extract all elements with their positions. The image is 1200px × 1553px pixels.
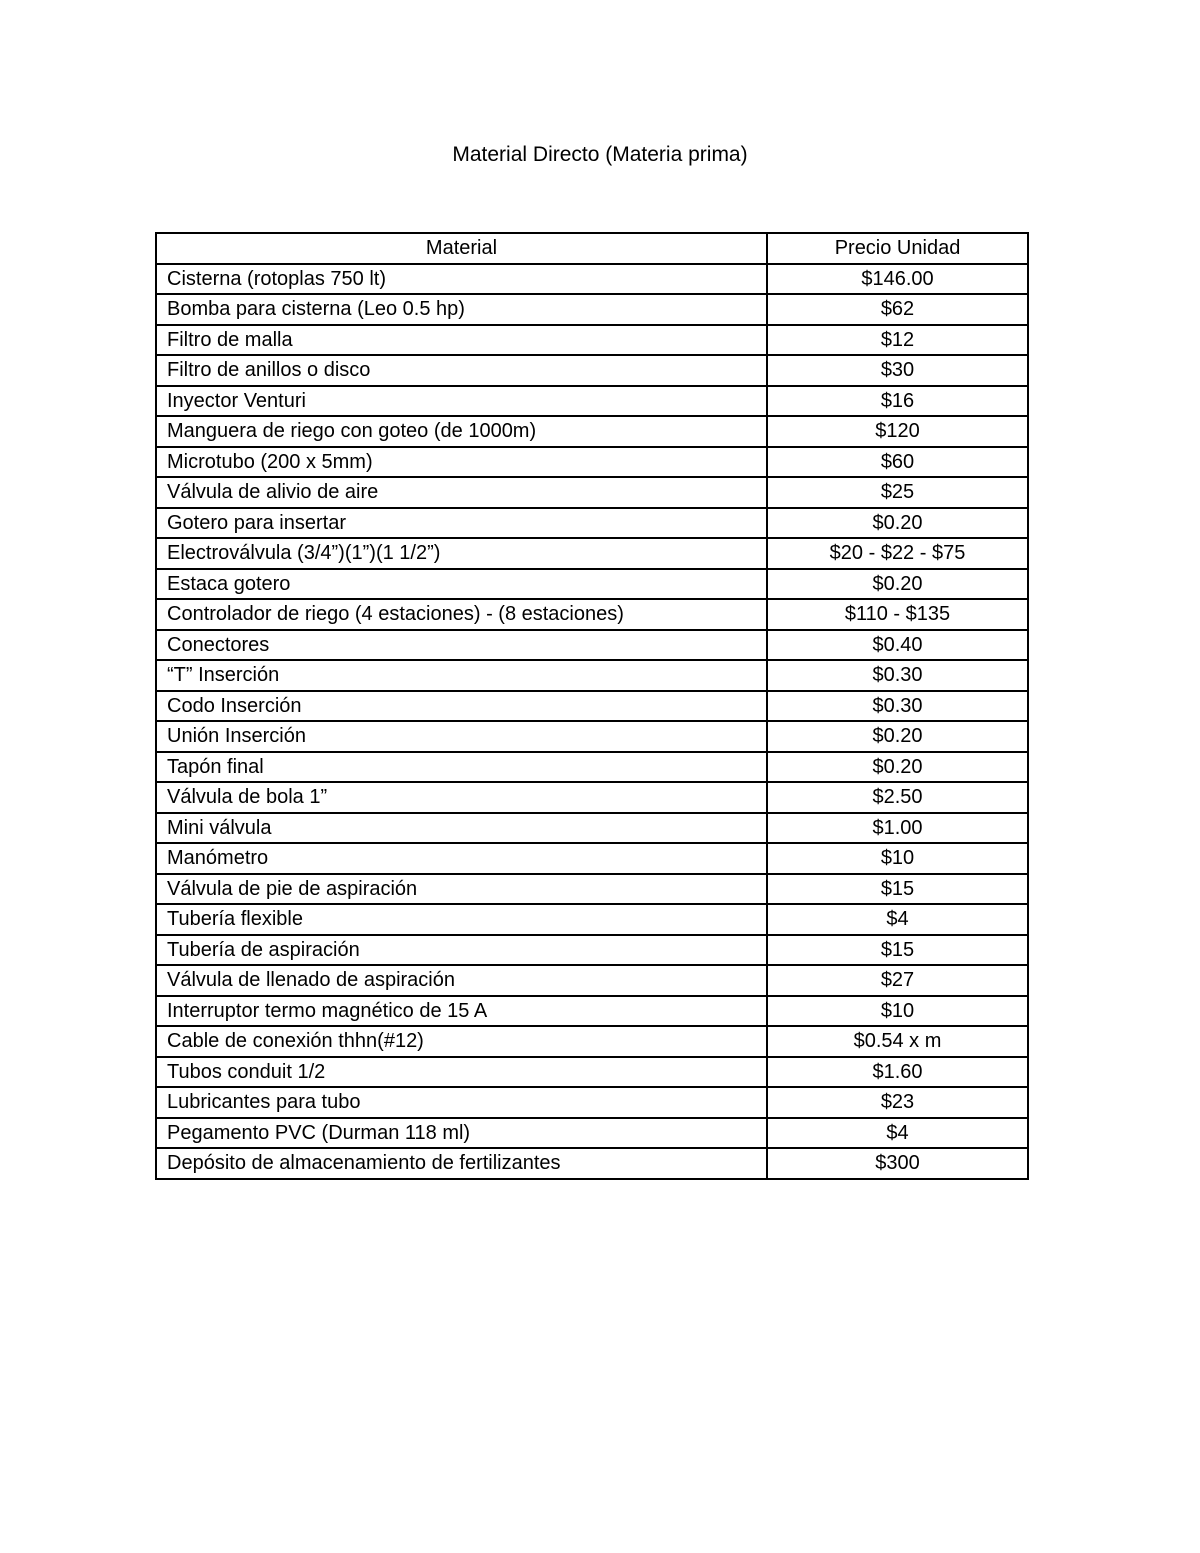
table-row	[156, 996, 1028, 1027]
table-row	[156, 386, 1028, 417]
table-row	[156, 1057, 1028, 1088]
table-row	[156, 355, 1028, 386]
table-row	[156, 904, 1028, 935]
price-cell: $300	[767, 1148, 1028, 1179]
price-cell: $1.00	[767, 813, 1028, 844]
table-row	[156, 538, 1028, 569]
table-row	[156, 874, 1028, 905]
price-cell: $0.20	[767, 721, 1028, 752]
table-row	[156, 813, 1028, 844]
material-cell: Conectores	[156, 630, 767, 661]
material-cell: Válvula de alivio de aire	[156, 477, 767, 508]
material-cell: Filtro de malla	[156, 325, 767, 356]
material-cell: Microtubo (200 x 5mm)	[156, 447, 767, 478]
table-row	[156, 477, 1028, 508]
table-row	[156, 965, 1028, 996]
material-cell: Pegamento PVC (Durman 118 ml)	[156, 1118, 767, 1149]
table-row	[156, 660, 1028, 691]
price-cell: $23	[767, 1087, 1028, 1118]
material-cell: Electroválvula (3/4”)(1”)(1 1/2”)	[156, 538, 767, 569]
table-row	[156, 416, 1028, 447]
price-cell: $16	[767, 386, 1028, 417]
price-cell: $30	[767, 355, 1028, 386]
material-cell: Cisterna (rotoplas 750 lt)	[156, 264, 767, 295]
material-cell: Mini válvula	[156, 813, 767, 844]
header-material: Material	[156, 233, 767, 264]
price-cell: $0.20	[767, 508, 1028, 539]
table-row	[156, 1148, 1028, 1179]
price-cell: $10	[767, 843, 1028, 874]
material-cell: Válvula de pie de aspiración	[156, 874, 767, 905]
material-cell: Manómetro	[156, 843, 767, 874]
material-cell: Tapón final	[156, 752, 767, 783]
price-cell: $15	[767, 874, 1028, 905]
table-row	[156, 1026, 1028, 1057]
table-row	[156, 721, 1028, 752]
table-row	[156, 630, 1028, 661]
price-cell: $60	[767, 447, 1028, 478]
price-cell: $1.60	[767, 1057, 1028, 1088]
material-cell: Controlador de riego (4 estaciones) - (8 estaciones)	[156, 599, 767, 630]
material-cell: Lubricantes para tubo	[156, 1087, 767, 1118]
header-unit-price: Precio Unidad	[767, 233, 1028, 264]
price-cell: $4	[767, 1118, 1028, 1149]
materials-table	[155, 232, 1029, 1180]
material-cell: Filtro de anillos o disco	[156, 355, 767, 386]
price-cell: $12	[767, 325, 1028, 356]
price-cell: $62	[767, 294, 1028, 325]
table-header-row	[156, 233, 1028, 264]
price-cell: $10	[767, 996, 1028, 1027]
table-row	[156, 843, 1028, 874]
material-cell: Depósito de almacenamiento de fertilizantes	[156, 1148, 767, 1179]
price-cell: $27	[767, 965, 1028, 996]
material-cell: Tubería flexible	[156, 904, 767, 935]
page-title: Material Directo (Materia prima)	[452, 143, 748, 166]
price-cell: $120	[767, 416, 1028, 447]
material-cell: Válvula de llenado de aspiración	[156, 965, 767, 996]
price-cell: $0.30	[767, 691, 1028, 722]
material-cell: Estaca gotero	[156, 569, 767, 600]
price-cell: $110 - $135	[767, 599, 1028, 630]
material-cell: Tubos conduit 1/2	[156, 1057, 767, 1088]
price-cell: $0.54 x m	[767, 1026, 1028, 1057]
material-cell: Unión Inserción	[156, 721, 767, 752]
material-cell: Cable de conexión thhn(#12)	[156, 1026, 767, 1057]
table-row	[156, 1118, 1028, 1149]
material-cell: Válvula de bola 1”	[156, 782, 767, 813]
material-cell: Inyector Venturi	[156, 386, 767, 417]
material-cell: “T” Inserción	[156, 660, 767, 691]
price-cell: $2.50	[767, 782, 1028, 813]
price-cell: $20 - $22 - $75	[767, 538, 1028, 569]
price-cell: $15	[767, 935, 1028, 966]
table-row	[156, 325, 1028, 356]
price-cell: $0.20	[767, 752, 1028, 783]
material-cell: Gotero para insertar	[156, 508, 767, 539]
table-row	[156, 447, 1028, 478]
price-cell: $0.20	[767, 569, 1028, 600]
table-row	[156, 569, 1028, 600]
table-row	[156, 264, 1028, 295]
material-cell: Manguera de riego con goteo (de 1000m)	[156, 416, 767, 447]
table-row	[156, 782, 1028, 813]
table-row	[156, 752, 1028, 783]
material-cell: Tubería de aspiración	[156, 935, 767, 966]
table-row	[156, 508, 1028, 539]
table-body	[156, 264, 1028, 1179]
material-cell: Bomba para cisterna (Leo 0.5 hp)	[156, 294, 767, 325]
price-cell: $25	[767, 477, 1028, 508]
table-row	[156, 1087, 1028, 1118]
material-cell: Interruptor termo magnético de 15 A	[156, 996, 767, 1027]
price-cell: $4	[767, 904, 1028, 935]
table-row	[156, 935, 1028, 966]
price-cell: $0.30	[767, 660, 1028, 691]
material-cell: Codo Inserción	[156, 691, 767, 722]
price-cell: $0.40	[767, 630, 1028, 661]
table-row	[156, 599, 1028, 630]
table-row	[156, 294, 1028, 325]
table-row	[156, 691, 1028, 722]
price-cell: $146.00	[767, 264, 1028, 295]
